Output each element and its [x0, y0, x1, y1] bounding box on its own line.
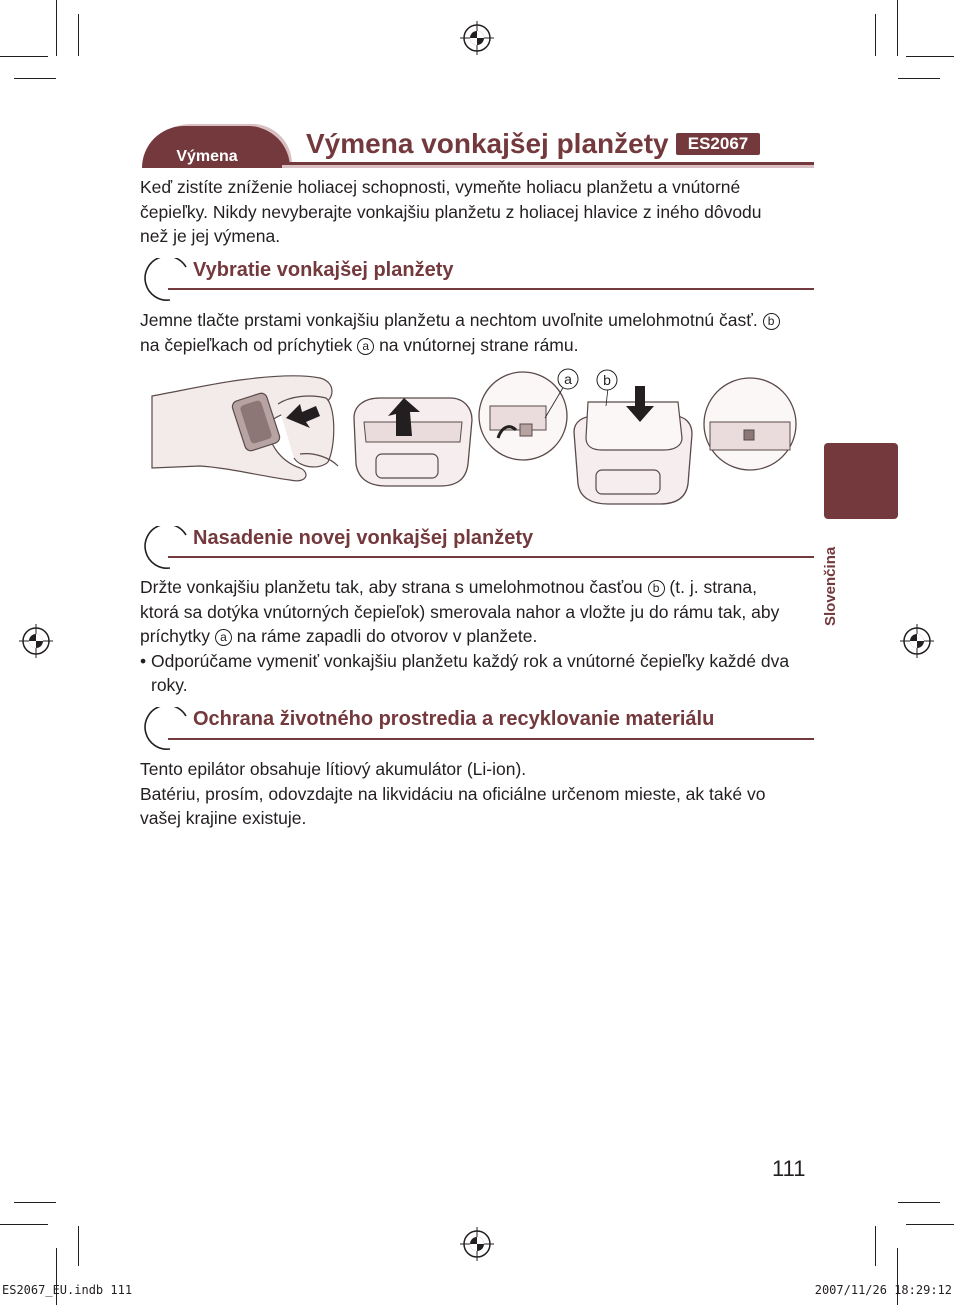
- section1-line: [140, 333, 820, 358]
- section-rule: [168, 288, 814, 290]
- section-arc-icon: [140, 707, 192, 759]
- section3-paragraph: [140, 757, 820, 831]
- illustration: [150, 366, 800, 508]
- crop-mark: [906, 1224, 954, 1225]
- model-badge: ES2067: [676, 133, 760, 155]
- registration-mark-icon: [460, 21, 494, 55]
- crop-mark: [78, 1226, 79, 1266]
- crop-mark: [56, 0, 57, 56]
- section-title: Vybratie vonkajšej planžety: [193, 259, 454, 281]
- clip-part: [520, 424, 532, 436]
- text-span: Držte vonkajšiu planžetu tak, aby strana s umelohmotnou časťou: [140, 577, 643, 597]
- intro-line: čepieľky. Nikdy nevyberajte vonkajšiu planžetu z holiacej hlavice z iného dôvodu: [140, 201, 762, 222]
- footer-file: ES2067_EU.indb 111: [2, 1283, 133, 1297]
- language-label: Slovenčina: [822, 546, 839, 626]
- text-span: na čepieľkach od príchytiek: [140, 334, 353, 355]
- crop-mark: [875, 1226, 876, 1266]
- crop-mark: [897, 0, 898, 56]
- clip-part: [744, 430, 754, 440]
- text-span: na vnútornej strane rámu.: [379, 334, 579, 355]
- intro-line: Keď zistíte zníženie holiacej schopnosti, vymeňte holiacu planžetu a vnútorné: [140, 177, 741, 197]
- marker-a: a: [357, 338, 374, 355]
- text-span: Jemne tlačte prstami vonkajšiu planžetu a nechtom uvoľnite umelohmotnú časť.: [140, 310, 758, 330]
- crop-mark: [14, 78, 56, 79]
- detail-frame: [490, 406, 546, 430]
- text-span: príchytky: [140, 626, 211, 646]
- header-tab-label: Výmena: [176, 148, 238, 165]
- registration-mark-icon: [460, 1227, 494, 1261]
- text-span: na ráme zapadli do otvorov v planžete.: [236, 626, 538, 646]
- crop-mark: [0, 1224, 48, 1225]
- bullet-line: • Odporúčame vymeniť vonkajšiu planžetu každý rok a vnútorné čepieľky každé dva: [140, 650, 790, 671]
- section-rule: [168, 738, 814, 740]
- section2-line: [140, 624, 830, 649]
- crop-mark: [78, 14, 79, 56]
- page-title: Výmena vonkajšej planžety: [306, 128, 669, 159]
- section3-line: vašej krajine existuje.: [140, 808, 307, 828]
- crop-mark: [14, 1202, 56, 1203]
- section1-line: [140, 308, 820, 333]
- frame-illustration-2: [574, 402, 692, 504]
- section2-line: [140, 575, 830, 600]
- bullet-line: roky.: [151, 675, 188, 695]
- title-rule-shadow: [282, 165, 814, 168]
- section-title: Nasadenie novej vonkajšej planžety: [193, 527, 534, 549]
- section1-paragraph: [140, 308, 820, 357]
- label-a: a: [564, 371, 572, 387]
- registration-mark-icon: [19, 624, 53, 658]
- intro-paragraph: [140, 175, 820, 249]
- footer-timestamp: 2007/11/26 18:29:12: [814, 1283, 952, 1297]
- marker-b: b: [763, 313, 780, 330]
- hands-illustration: [152, 376, 338, 481]
- marker-b: b: [648, 580, 665, 597]
- section3-line: Batériu, prosím, odovzdajte na likvidáciu na oficiálne určenom mieste, ak také vo: [140, 783, 766, 804]
- section2-paragraph: [140, 575, 830, 698]
- crop-mark: [898, 1202, 940, 1203]
- label-b: b: [603, 372, 611, 388]
- crop-mark: [906, 56, 954, 57]
- registration-mark-icon: [900, 624, 934, 658]
- section-title: Ochrana životného prostredia a recyklovanie materiálu: [193, 708, 715, 730]
- crop-mark: [0, 56, 48, 57]
- language-tab: [824, 443, 898, 519]
- text-span: (t. j. strana,: [669, 577, 757, 597]
- intro-line: než je jej výmena.: [140, 226, 281, 246]
- page-number: 111: [772, 1156, 806, 1181]
- section2-line: ktorá sa dotýka vnútorných čepieľok) smerovala nahor a vložte ju do rámu tak, aby: [140, 601, 780, 622]
- section-arc-icon: [140, 258, 192, 310]
- crop-mark: [898, 78, 940, 79]
- section-arc-icon: [140, 526, 192, 578]
- section3-line: Tento epilátor obsahuje lítiový akumulátor (Li-ion).: [140, 759, 527, 779]
- crop-mark: [875, 14, 876, 56]
- marker-a: a: [215, 629, 232, 646]
- section-rule: [168, 556, 814, 558]
